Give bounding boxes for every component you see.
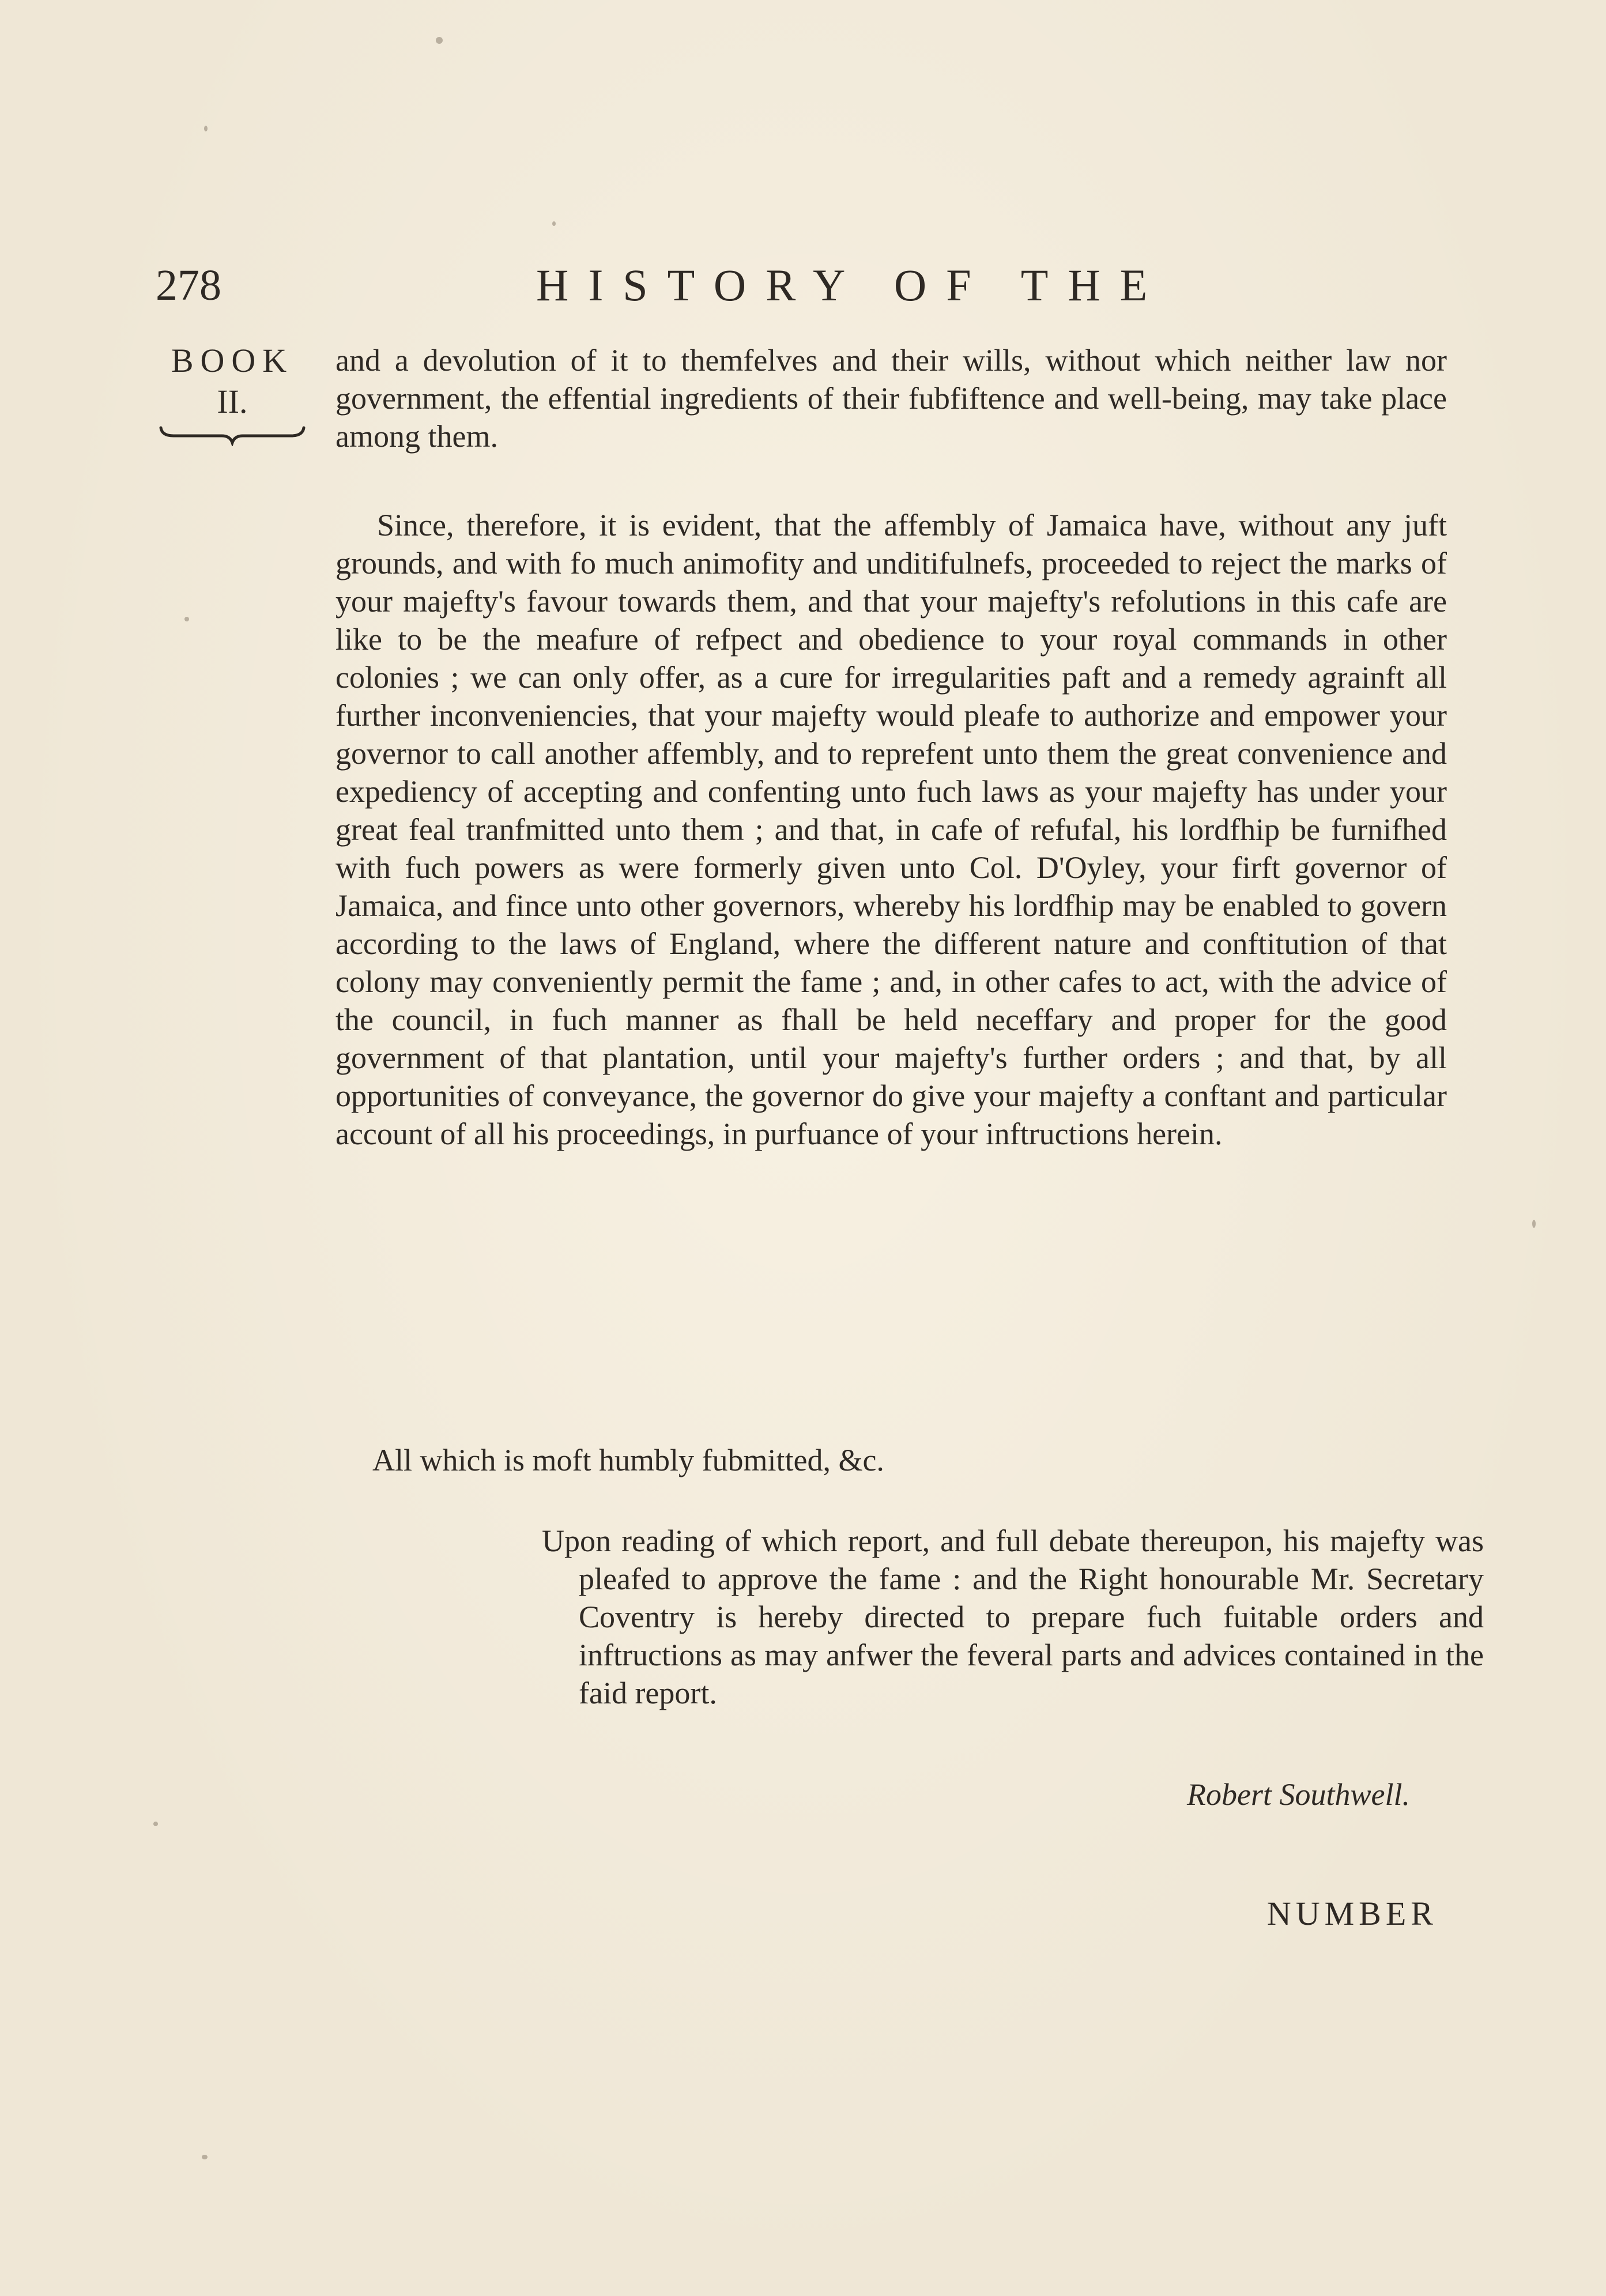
brace-icon xyxy=(157,423,307,446)
ink-speck xyxy=(202,2155,208,2159)
margin-note xyxy=(154,340,310,446)
running-head: HISTORY OF THE xyxy=(536,260,1167,310)
ink-speck xyxy=(1532,1220,1536,1228)
ink-speck xyxy=(184,617,189,621)
submission-line: All which is moft humbly fubmitted, &c. xyxy=(372,1443,884,1477)
page-number: 278 xyxy=(156,261,221,310)
catchword: NUMBER xyxy=(1266,1895,1438,1932)
ink-speck xyxy=(436,37,443,44)
body-paragraph: and a devolution of it to themfelves and their wills, without which neither law nor government, the effential ingredients of their fubfiftence and well-being, may take place among them. xyxy=(335,343,1447,454)
ink-speck xyxy=(153,1822,158,1826)
resolution-paragraph: Upon reading of which report, and full debate thereupon, his majefty was pleafed to approve the fame : and the Right honourable Mr. Secretary Coventry is hereby directed to prepare fuch fuitable orders and inftructions as may anfwer the feveral parts and advices contained in the faid report. xyxy=(542,1524,1484,1710)
book-volume: II. xyxy=(217,383,248,420)
signature: Robert Southwell. xyxy=(1187,1777,1410,1812)
page-header xyxy=(156,254,1481,317)
ink-speck xyxy=(204,126,208,131)
ink-speck xyxy=(552,221,556,226)
book-label: BOOK xyxy=(171,342,294,379)
body-paragraph: Since, therefore, it is evident, that the affembly of Jamaica have, without any juft grounds, and with fo much animofity and unditifulnefs, proceeded to reject the marks of your majefty's favour towards them, and that your majefty's refolutions in this cafe are like to be the meafure of refpect and obedience to your royal commands in other colonies ; we can only offer, as a cure for irregularities paft and a remedy agrainft all further inconveniencies, that your majefty would pleafe to authorize and empower your governor to call another affembly, and to reprefent unto them the great convenience and expediency of accepting and confenting unto fuch laws as your majefty has under your great feal tranfmitted unto them ; and that, in cafe of refufal, his lordfhip be furnifhed with fuch powers as were formerly given unto Col. D'Oyley, your firft governor of Jamaica, and fince unto other governors, whereby his lordfhip may be enabled to govern according to the laws of England, where the different nature and conftitution of that colony may conveniently permit the fame ; and, in other cafes to act, with the advice of the council, in fuch manner as fhall be held neceffary and proper for the good government of that plantation, until your majefty's further orders ; and that, by all opportunities of conveyance, the governor do give your majefty a conftant and particular account of all his proceedings, in purfuance of your inftructions herein. xyxy=(335,508,1447,1151)
